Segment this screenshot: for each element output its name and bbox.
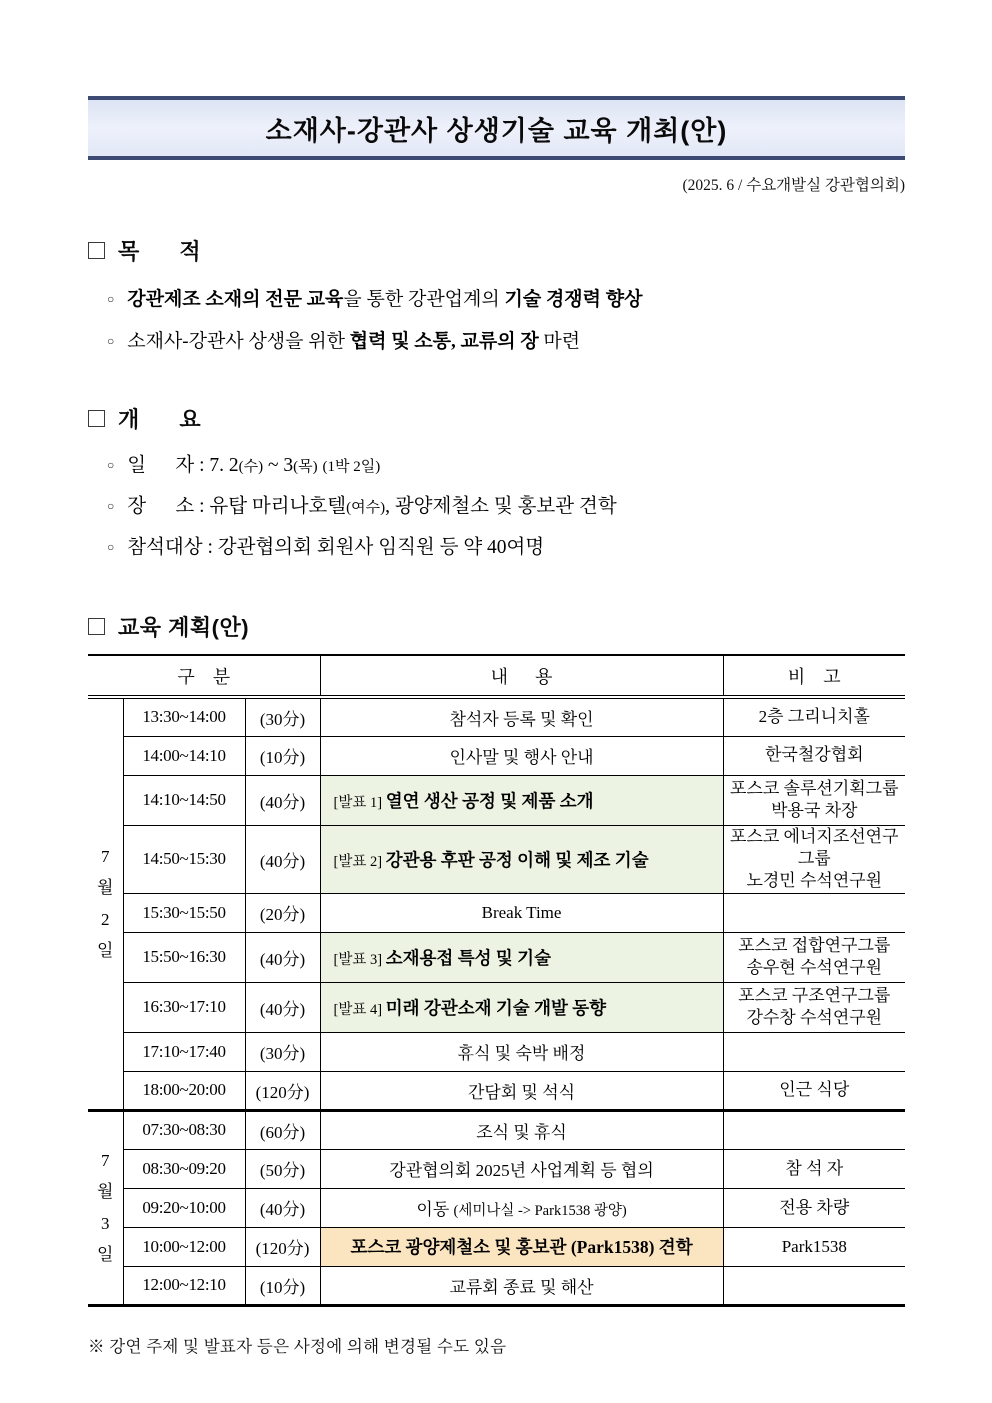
overview-item-list — [88, 452, 905, 563]
overview-item-value — [209, 493, 616, 522]
remark-cell — [723, 1071, 905, 1110]
duration-cell: (30分) — [245, 697, 320, 736]
purpose-bullet-text — [127, 286, 642, 313]
schedule-heading-text: 교육 계획(안) — [118, 615, 250, 640]
square-bullet-icon — [88, 618, 105, 635]
duration-cell: (40分) — [245, 1188, 320, 1227]
text-segment: 이동 — [416, 1200, 454, 1220]
text-segment: (세미나실 -> Park1538 광양) — [453, 1203, 627, 1220]
remark-cell — [723, 1188, 905, 1227]
remark-line: 포스코 구조연구그룹 — [738, 985, 891, 1005]
overview-heading-text: 개 요 — [118, 407, 202, 432]
schedule-table — [88, 654, 905, 1307]
content-cell — [320, 1071, 723, 1110]
remark-cell — [723, 982, 905, 1032]
schedule-row — [88, 1032, 905, 1071]
remark-cell — [723, 893, 905, 932]
remark-cell — [723, 932, 905, 982]
remark-cell — [723, 1266, 905, 1305]
day-label-char: 7 — [101, 1150, 110, 1170]
schedule-row — [88, 697, 905, 736]
remark-cell — [723, 1227, 905, 1266]
text-segment: , 광양제철소 및 홍보관 견학 — [385, 496, 617, 517]
schedule-row — [88, 736, 905, 775]
day-label-char: 월 — [97, 878, 114, 898]
time-cell: 07:30~08:30 — [123, 1110, 245, 1149]
schedule-row — [88, 1266, 905, 1305]
overview-item-separator: : — [202, 537, 218, 558]
remark-line: 참 석 자 — [785, 1158, 844, 1178]
schedule-row — [88, 1110, 905, 1149]
text-segment: 미래 강관소재 기술 개발 동향 — [385, 997, 607, 1018]
text-segment: 협력 및 소통, 교류의 장 — [349, 331, 539, 352]
text-segment: 열연 생산 공정 및 제품 소개 — [385, 790, 594, 811]
col-header-remark: 비 고 — [723, 655, 905, 697]
schedule-row — [88, 1227, 905, 1266]
remark-line: Park1538 — [781, 1236, 847, 1256]
time-cell: 13:30~14:00 — [123, 697, 245, 736]
text-segment: (수) — [238, 459, 264, 475]
content-cell — [320, 982, 723, 1032]
text-segment: Break Time — [481, 902, 562, 922]
text-segment: 마련 — [538, 331, 581, 352]
text-segment: 을 통한 강관업계의 — [343, 289, 505, 310]
square-bullet-icon — [88, 242, 105, 259]
time-cell: 14:50~15:30 — [123, 825, 245, 893]
duration-cell: (120分) — [245, 1227, 320, 1266]
duration-cell: (40分) — [245, 982, 320, 1032]
section-purpose-heading — [88, 235, 905, 266]
text-segment: ~ 3 — [263, 455, 294, 476]
day-label-char: 7 — [101, 847, 110, 867]
content-cell — [320, 1266, 723, 1305]
text-segment: 강관협의회 회원사 임직원 등 약 40여명 — [217, 537, 545, 558]
time-cell: 08:30~09:20 — [123, 1149, 245, 1188]
remark-cell — [723, 775, 905, 825]
remark-line: 송우현 수석연구원 — [746, 958, 883, 978]
remark-line: 한국철강협회 — [765, 745, 864, 765]
overview-item — [88, 452, 905, 481]
text-segment: 기술 경쟁력 향상 — [504, 289, 643, 310]
duration-cell: (40分) — [245, 825, 320, 893]
overview-item-separator: : — [194, 455, 210, 476]
text-segment: 소재용접 특성 및 기술 — [385, 947, 551, 968]
schedule-row — [88, 1071, 905, 1110]
schedule-row — [88, 1188, 905, 1227]
time-cell: 12:00~12:10 — [123, 1266, 245, 1305]
duration-cell: (10分) — [245, 736, 320, 775]
circle-bullet-icon: ○ — [107, 334, 115, 348]
remark-line: 2층 그리니치홀 — [758, 707, 870, 727]
schedule-row — [88, 893, 905, 932]
time-cell: 14:00~14:10 — [123, 736, 245, 775]
text-segment: 강관제조 소재의 전문 교육 — [127, 289, 344, 310]
section-overview-heading — [88, 403, 905, 434]
time-cell: 17:10~17:40 — [123, 1032, 245, 1071]
day-label-char: 월 — [97, 1182, 114, 1202]
text-segment: (Park1538) — [570, 1237, 655, 1258]
remark-cell — [723, 736, 905, 775]
content-cell — [320, 1188, 723, 1227]
duration-cell: (30分) — [245, 1032, 320, 1071]
remark-line: 포스코 에너지조선연구그룹 — [730, 826, 899, 868]
content-cell — [320, 1227, 723, 1266]
schedule-row — [88, 825, 905, 893]
text-segment: [발표 2] — [333, 853, 386, 870]
schedule-header-row — [88, 655, 905, 697]
time-cell: 14:10~14:50 — [123, 775, 245, 825]
text-segment: 강관협의회 2025년 사업계획 등 협의 — [389, 1161, 654, 1181]
text-segment: 소재사-강관사 상생을 위한 — [127, 331, 350, 352]
text-segment: 간담회 및 석식 — [468, 1082, 576, 1102]
circle-bullet-icon: ○ — [107, 292, 115, 306]
remark-cell — [723, 1110, 905, 1149]
overview-item-value — [209, 452, 380, 481]
time-cell: 16:30~17:10 — [123, 982, 245, 1032]
overview-item-separator: : — [194, 496, 210, 517]
remark-cell — [723, 1032, 905, 1071]
overview-item — [88, 534, 905, 563]
time-cell: 10:00~12:00 — [123, 1227, 245, 1266]
duration-cell: (20分) — [245, 893, 320, 932]
remark-line: 인근 식당 — [779, 1080, 850, 1100]
time-cell: 15:50~16:30 — [123, 932, 245, 982]
text-segment: 포스코 광양제철소 및 홍보관 — [350, 1237, 571, 1258]
text-segment: [발표 3] — [333, 951, 386, 968]
day-label — [88, 697, 123, 1110]
duration-cell: (40分) — [245, 775, 320, 825]
day-label-char: 2 — [101, 909, 110, 929]
day-label-char: 3 — [101, 1213, 110, 1233]
remark-cell — [723, 1149, 905, 1188]
content-cell — [320, 1149, 723, 1188]
duration-cell: (50分) — [245, 1149, 320, 1188]
purpose-bullet-list — [88, 286, 905, 357]
text-segment: (여수) — [346, 500, 386, 516]
schedule-row — [88, 1149, 905, 1188]
overview-item-label: 일 자 — [127, 455, 195, 476]
content-cell — [320, 775, 723, 825]
day-label-char: 일 — [97, 1245, 114, 1265]
text-segment: (목) — [293, 459, 318, 475]
text-segment: 7. 2 — [209, 455, 239, 476]
purpose-bullet-text — [127, 328, 580, 355]
text-segment: 교류회 종료 및 해산 — [449, 1277, 594, 1297]
purpose-bullet — [88, 286, 905, 315]
col-header-content: 내 용 — [320, 655, 723, 697]
circle-bullet-icon: ○ — [107, 458, 115, 472]
content-cell — [320, 736, 723, 775]
remark-line: 강수창 수석연구원 — [746, 1008, 883, 1028]
schedule-row — [88, 932, 905, 982]
content-cell — [320, 893, 723, 932]
text-segment: 조식 및 휴식 — [476, 1122, 567, 1142]
footnote: ※ 강연 주제 및 발표자 등은 사정에 의해 변경될 수도 있음 — [88, 1336, 507, 1356]
purpose-heading-text: 목 적 — [118, 239, 202, 264]
col-header-category: 구 분 — [88, 655, 320, 697]
duration-cell: (120分) — [245, 1071, 320, 1110]
text-segment: 강관용 후판 공정 이해 및 제조 기술 — [385, 849, 649, 870]
text-segment: 인사말 및 행사 안내 — [449, 748, 594, 767]
text-segment: 참석자 등록 및 확인 — [449, 709, 594, 729]
content-cell — [320, 932, 723, 982]
overview-item-label: 참석대상 — [127, 537, 203, 558]
remark-line: 포스코 접합연구그룹 — [738, 935, 891, 955]
purpose-bullet — [88, 328, 905, 357]
text-segment: 유탑 마리나호텔 — [209, 496, 347, 517]
duration-cell: (40分) — [245, 932, 320, 982]
day-label-char: 일 — [97, 941, 114, 961]
text-segment: 휴식 및 숙박 배정 — [457, 1044, 586, 1064]
content-cell — [320, 697, 723, 736]
time-cell: 15:30~15:50 — [123, 893, 245, 932]
content-cell — [320, 825, 723, 893]
remark-line: 전용 차량 — [779, 1197, 850, 1217]
schedule-row — [88, 982, 905, 1032]
day-label — [88, 1110, 123, 1305]
overview-item — [88, 493, 905, 522]
section-schedule-heading — [88, 611, 905, 642]
time-cell: 18:00~20:00 — [123, 1071, 245, 1110]
square-bullet-icon — [88, 410, 105, 427]
remark-cell — [723, 825, 905, 893]
overview-item-label: 장 소 — [127, 496, 195, 517]
duration-cell: (10分) — [245, 1266, 320, 1305]
text-segment: [발표 1] — [333, 794, 386, 811]
title-banner — [88, 96, 905, 160]
overview-item-value — [218, 534, 544, 561]
content-cell — [320, 1110, 723, 1149]
duration-cell: (60分) — [245, 1110, 320, 1149]
circle-bullet-icon: ○ — [107, 499, 115, 513]
remark-line: 박용국 차장 — [771, 801, 858, 820]
remark-line: 포스코 솔루션기획그룹 — [730, 778, 899, 798]
circle-bullet-icon: ○ — [107, 540, 115, 554]
remark-cell — [723, 697, 905, 736]
remark-line: 노경민 수석연구원 — [746, 871, 883, 891]
content-cell — [320, 1032, 723, 1071]
schedule-row — [88, 775, 905, 825]
doc-subtitle: (2025. 6 / 수요개발실 강관협의회) — [682, 177, 905, 194]
text-segment: (1박 2일) — [322, 459, 381, 475]
document-content — [88, 96, 905, 1357]
page-title: 소재사-강관사 상생기술 교육 개최(안) — [265, 115, 728, 146]
text-segment: [발표 4] — [333, 1001, 386, 1018]
text-segment: 견학 — [654, 1237, 693, 1258]
time-cell: 09:20~10:00 — [123, 1188, 245, 1227]
